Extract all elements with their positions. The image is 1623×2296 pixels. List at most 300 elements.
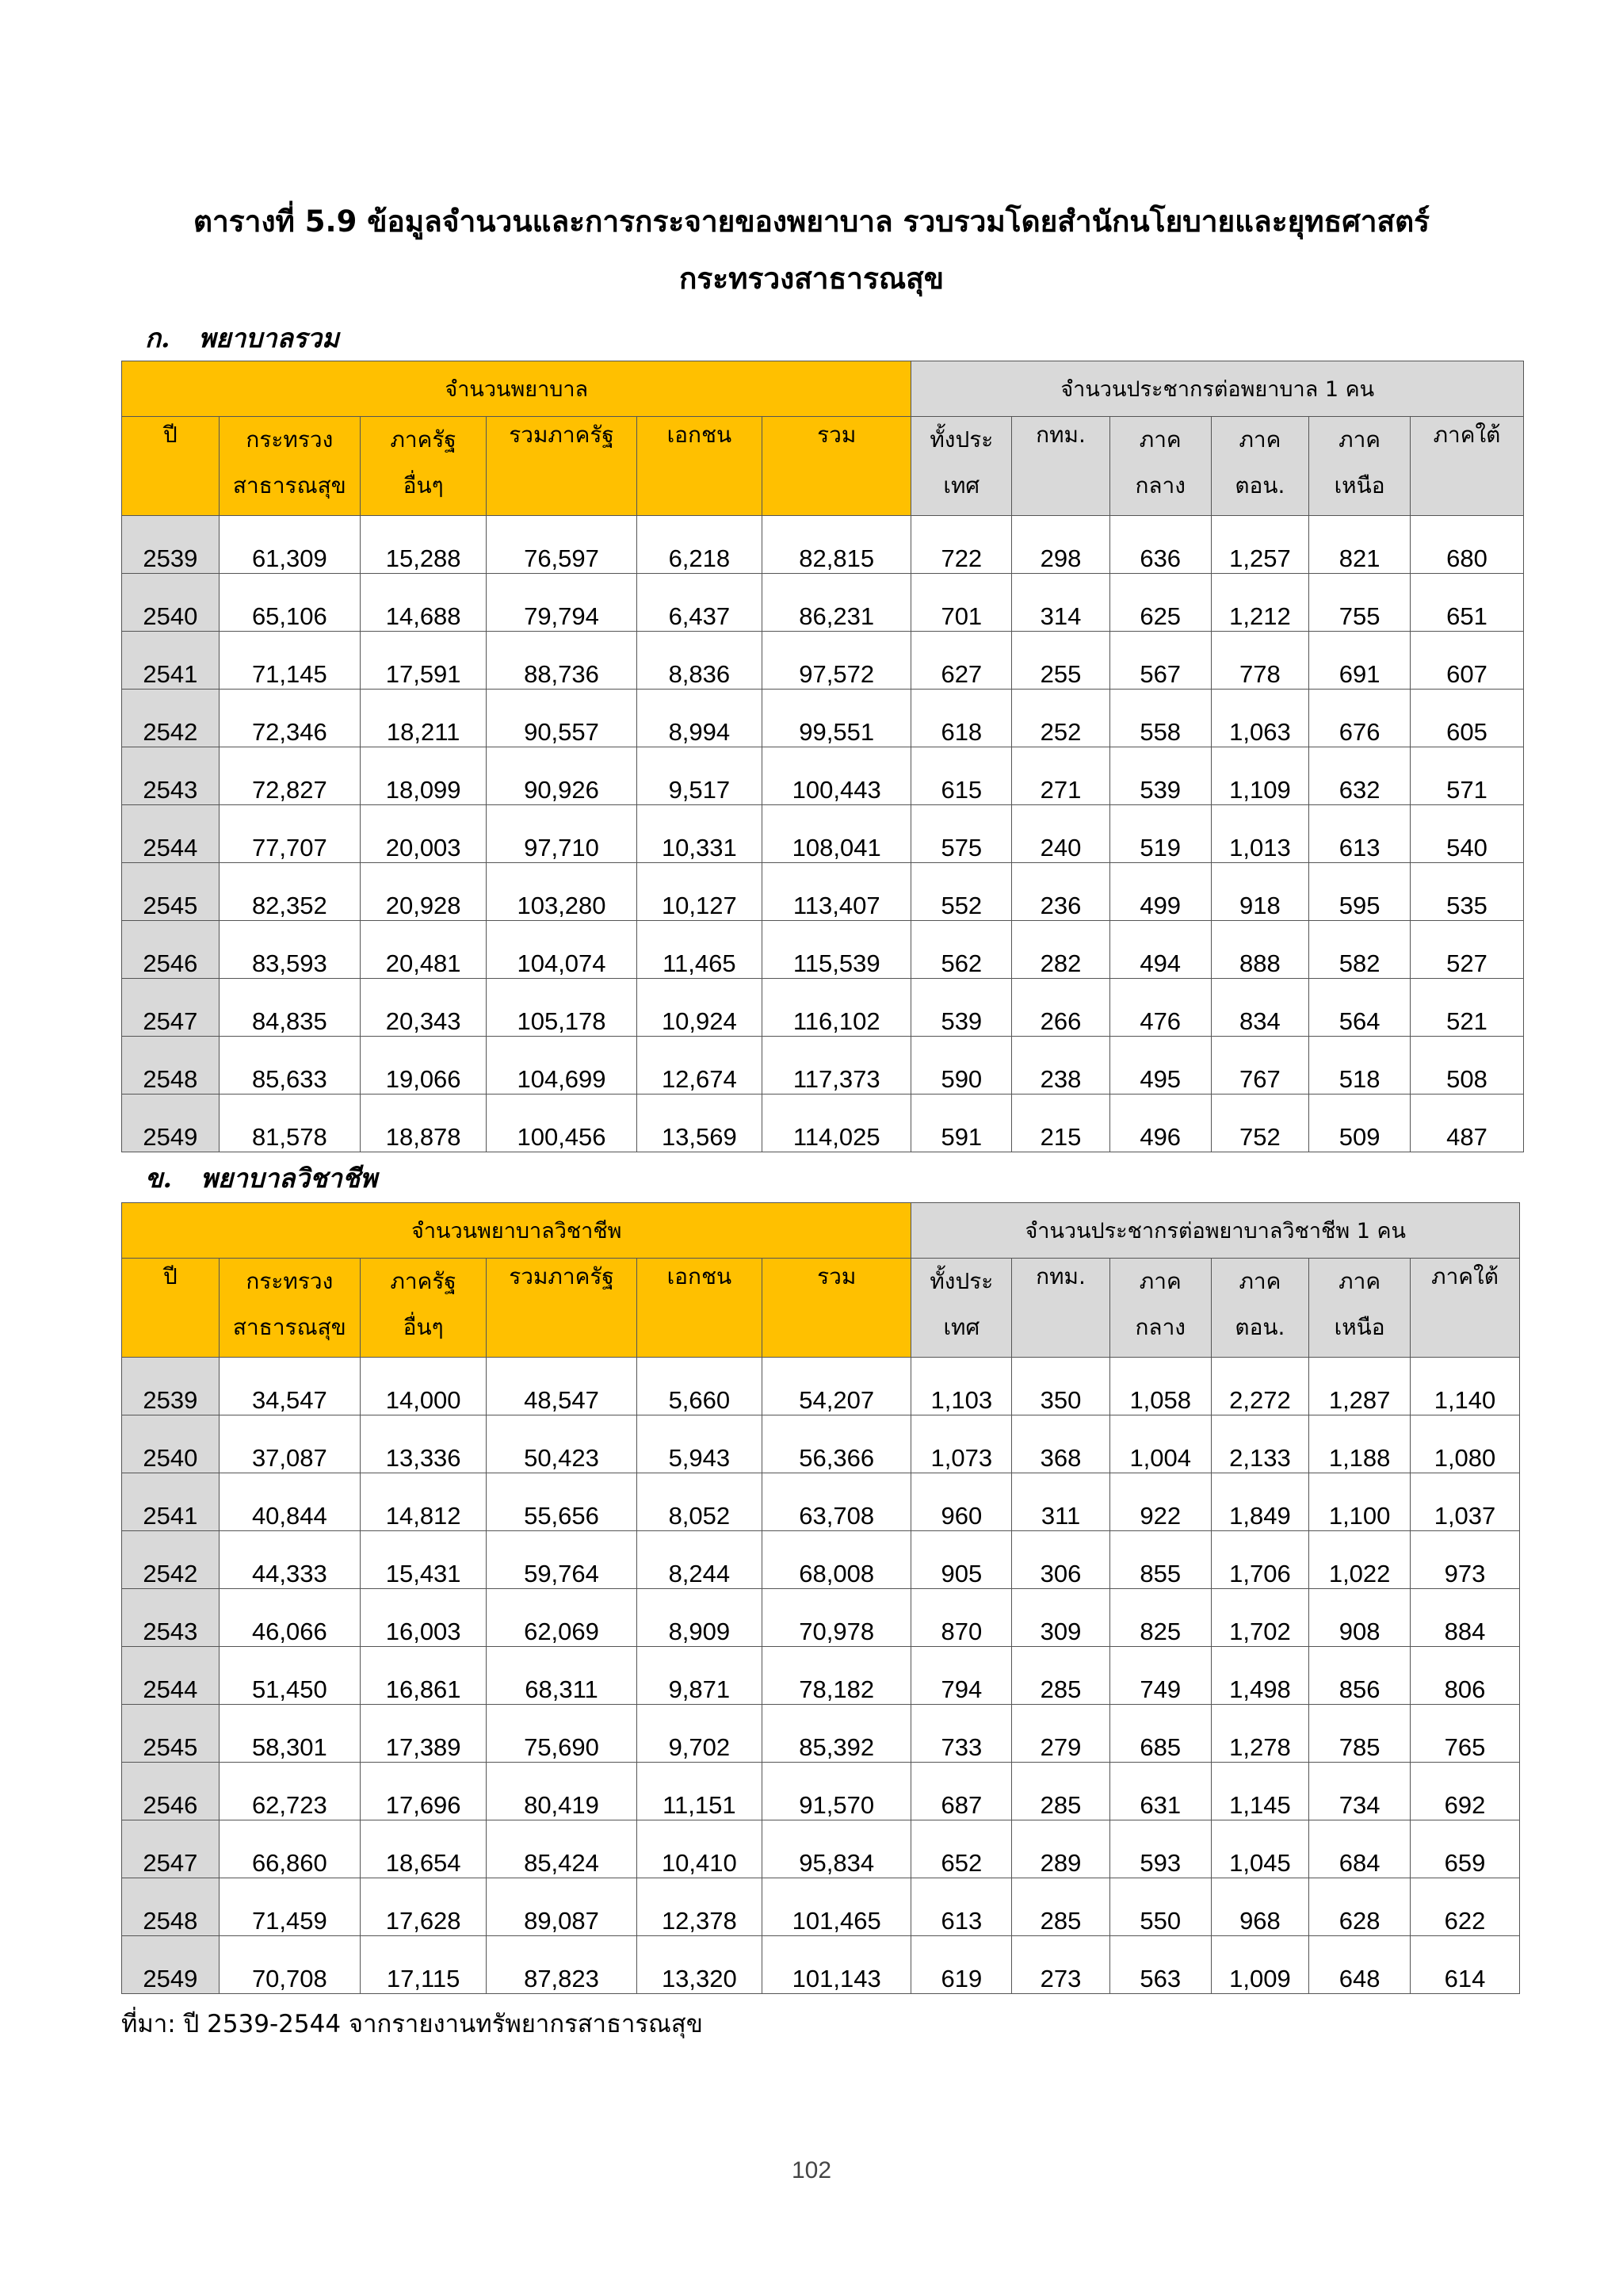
table-cell: 1,212 (1211, 574, 1309, 632)
table-title-line-1: ตารางที่ 5.9 ข้อมูลจำนวนและการกระจายของพยาบาล รวบรวมโดยสำนักนโยบายและยุทธศาสตร์ (193, 204, 1430, 239)
table-cell: 90,926 (487, 747, 637, 805)
table-cell: 625 (1109, 574, 1211, 632)
table-cell: 518 (1309, 1037, 1411, 1095)
col-header-total: รวม (762, 417, 911, 516)
table-cell: 113,407 (762, 863, 911, 921)
table-cell: 905 (911, 1531, 1012, 1589)
year-cell: 2544 (122, 1647, 220, 1705)
year-cell: 2548 (122, 1878, 220, 1936)
table-cell: 631 (1109, 1763, 1211, 1820)
table-cell: 1,037 (1410, 1473, 1519, 1531)
table-cell: 659 (1410, 1820, 1519, 1878)
year-cell: 2541 (122, 1473, 220, 1531)
table-cell: 509 (1309, 1095, 1411, 1152)
year-cell: 2539 (122, 1358, 220, 1415)
table-cell: 18,654 (361, 1820, 487, 1878)
col-header-northeast-line1: ภาค (1239, 426, 1281, 453)
table-cell: 271 (1012, 747, 1110, 805)
table-row (122, 921, 1524, 979)
table-cell: 298 (1012, 516, 1110, 574)
section-b-label: พยาบาลวิชาชีพ (200, 1163, 377, 1194)
table-cell: 521 (1410, 979, 1523, 1037)
year-cell: 2542 (122, 690, 220, 747)
col-header-country-line2: เทศ (943, 1314, 980, 1340)
page-number: 102 (791, 2157, 832, 2183)
col-header-other-line1: ภาครัฐ (390, 426, 456, 453)
table-cell: 89,087 (487, 1878, 637, 1936)
table-cell: 1,702 (1211, 1589, 1309, 1647)
table-row (122, 979, 1524, 1037)
table-cell: 8,244 (636, 1531, 762, 1589)
table-cell: 968 (1211, 1878, 1309, 1936)
table-cell: 733 (911, 1705, 1012, 1763)
table-cell: 2,272 (1211, 1358, 1309, 1415)
table-cell: 687 (911, 1763, 1012, 1820)
table-cell: 10,331 (636, 805, 762, 863)
table-cell: 755 (1309, 574, 1411, 632)
table-row (122, 1820, 1520, 1878)
table-cell: 8,994 (636, 690, 762, 747)
table-row (122, 1531, 1520, 1589)
table-cell: 591 (911, 1095, 1012, 1152)
col-header-central-line2: กลาง (1135, 472, 1186, 499)
table-cell: 636 (1109, 516, 1211, 574)
table-cell: 86,231 (762, 574, 911, 632)
col-header-northeast-line2: ตอน. (1235, 1314, 1285, 1340)
table-cell: 10,410 (636, 1820, 762, 1878)
table-cell: 494 (1109, 921, 1211, 979)
col-header-north-line2: เหนือ (1334, 472, 1385, 499)
table-cell: 14,000 (361, 1358, 487, 1415)
professional-nurses-table (121, 1202, 1520, 1994)
table-cell: 82,352 (219, 863, 360, 921)
col-header-country (911, 417, 1012, 516)
table-cell: 563 (1109, 1936, 1211, 1994)
table-row (122, 1415, 1520, 1473)
col-header-moph-line1: กระทรวง (246, 426, 334, 453)
table-cell: 63,708 (762, 1473, 911, 1531)
year-cell: 2547 (122, 979, 220, 1037)
col-header-moph-line2: สาธารณสุข (232, 472, 346, 499)
table-cell: 285 (1012, 1878, 1110, 1936)
table-cell: 68,008 (762, 1531, 911, 1589)
table-cell: 40,844 (219, 1473, 360, 1531)
table-cell: 97,572 (762, 632, 911, 690)
table-cell: 14,812 (361, 1473, 487, 1531)
table-cell: 85,424 (487, 1820, 637, 1878)
table-cell: 285 (1012, 1647, 1110, 1705)
table-cell: 100,456 (487, 1095, 637, 1152)
table-cell: 350 (1012, 1358, 1110, 1415)
table-cell: 285 (1012, 1763, 1110, 1820)
table-cell: 1,706 (1211, 1531, 1309, 1589)
table-cell: 51,450 (219, 1647, 360, 1705)
table-row (122, 1763, 1520, 1820)
table-cell: 66,860 (219, 1820, 360, 1878)
year-cell: 2549 (122, 1095, 220, 1152)
year-cell: 2546 (122, 921, 220, 979)
table-cell: 34,547 (219, 1358, 360, 1415)
col-header-other-line2: อื่นๆ (403, 1314, 444, 1340)
col-header-northeast-line1: ภาค (1239, 1268, 1281, 1294)
table-cell: 9,871 (636, 1647, 762, 1705)
table-cell: 273 (1012, 1936, 1110, 1994)
table-row (122, 805, 1524, 863)
col-header-country-line1: ทั้งประ (930, 1268, 994, 1294)
table-cell: 1,013 (1211, 805, 1309, 863)
table-cell: 105,178 (487, 979, 637, 1037)
col-header-bkk: กทม. (1012, 417, 1110, 516)
table-cell: 2,133 (1211, 1415, 1309, 1473)
table-cell: 613 (911, 1878, 1012, 1936)
table-cell: 1,045 (1211, 1820, 1309, 1878)
table-cell: 1,145 (1211, 1763, 1309, 1820)
year-cell: 2542 (122, 1531, 220, 1589)
table-cell: 1,498 (1211, 1647, 1309, 1705)
table-cell: 1,140 (1410, 1358, 1519, 1415)
col-header-year: ปี (122, 1259, 220, 1358)
group-header-nurse-count: จำนวนพยาบาล (122, 361, 911, 417)
table-cell: 1,022 (1309, 1531, 1411, 1589)
table-cell: 908 (1309, 1589, 1411, 1647)
table-cell: 614 (1410, 1936, 1519, 1994)
table-cell: 117,373 (762, 1037, 911, 1095)
table-cell: 15,431 (361, 1531, 487, 1589)
table-cell: 71,459 (219, 1878, 360, 1936)
table-cell: 590 (911, 1037, 1012, 1095)
col-header-private: เอกชน (636, 417, 762, 516)
table-row (122, 516, 1524, 574)
table-cell: 48,547 (487, 1358, 637, 1415)
table-cell: 100,443 (762, 747, 911, 805)
table-cell: 87,823 (487, 1936, 637, 1994)
table-cell: 54,207 (762, 1358, 911, 1415)
table-row (122, 1358, 1520, 1415)
table-cell: 834 (1211, 979, 1309, 1037)
group-header-population-per-professional-nurse: จำนวนประชากรต่อพยาบาลวิชาชีพ 1 คน (911, 1203, 1520, 1259)
table-cell: 1,278 (1211, 1705, 1309, 1763)
table-cell: 684 (1309, 1820, 1411, 1878)
table-cell: 1,080 (1410, 1415, 1519, 1473)
table-cell: 10,924 (636, 979, 762, 1037)
table-cell: 99,551 (762, 690, 911, 747)
table-cell: 14,688 (361, 574, 487, 632)
table-cell: 749 (1109, 1647, 1211, 1705)
table-cell: 46,066 (219, 1589, 360, 1647)
table-cell: 236 (1012, 863, 1110, 921)
year-cell: 2543 (122, 747, 220, 805)
table-cell: 794 (911, 1647, 1012, 1705)
col-header-north-line2: เหนือ (1334, 1314, 1385, 1340)
table-row (122, 1589, 1520, 1647)
table-cell: 8,052 (636, 1473, 762, 1531)
table-cell: 85,633 (219, 1037, 360, 1095)
table-cell: 62,069 (487, 1589, 637, 1647)
table-cell: 103,280 (487, 863, 637, 921)
year-cell: 2547 (122, 1820, 220, 1878)
table-row (122, 632, 1524, 690)
table-cell: 84,835 (219, 979, 360, 1037)
table-cell: 78,182 (762, 1647, 911, 1705)
table-cell: 627 (911, 632, 1012, 690)
table-cell: 61,309 (219, 516, 360, 574)
table-cell: 1,009 (1211, 1936, 1309, 1994)
table-cell: 10,127 (636, 863, 762, 921)
table-cell: 752 (1211, 1095, 1309, 1152)
table-cell: 266 (1012, 979, 1110, 1037)
table-cell: 79,794 (487, 574, 637, 632)
total-nurses-table (121, 361, 1524, 1152)
table-cell: 215 (1012, 1095, 1110, 1152)
table-cell: 16,861 (361, 1647, 487, 1705)
table-cell: 279 (1012, 1705, 1110, 1763)
table-cell: 539 (911, 979, 1012, 1037)
table-cell: 76,597 (487, 516, 637, 574)
table-cell: 12,674 (636, 1037, 762, 1095)
table-cell: 806 (1410, 1647, 1519, 1705)
table-cell: 1,287 (1309, 1358, 1411, 1415)
table-cell: 567 (1109, 632, 1211, 690)
table-cell: 13,569 (636, 1095, 762, 1152)
table-row (122, 1037, 1524, 1095)
table-cell: 571 (1410, 747, 1523, 805)
col-header-year: ปี (122, 417, 220, 516)
table-cell: 8,909 (636, 1589, 762, 1647)
table-title-line-2: กระทรวงสาธารณสุข (678, 262, 945, 296)
table-cell: 72,827 (219, 747, 360, 805)
col-header-northeast-line2: ตอน. (1235, 472, 1285, 499)
table-cell: 619 (911, 1936, 1012, 1994)
table-cell: 6,218 (636, 516, 762, 574)
table-cell: 632 (1309, 747, 1411, 805)
table-cell: 12,378 (636, 1878, 762, 1936)
table-cell: 17,115 (361, 1936, 487, 1994)
table-cell: 20,003 (361, 805, 487, 863)
table-cell: 240 (1012, 805, 1110, 863)
table-cell: 856 (1309, 1647, 1411, 1705)
table-cell: 1,103 (911, 1358, 1012, 1415)
table-cell: 5,943 (636, 1415, 762, 1473)
col-header-central-line1: ภาค (1139, 426, 1182, 453)
table-cell: 595 (1309, 863, 1411, 921)
table-cell: 8,836 (636, 632, 762, 690)
year-cell: 2549 (122, 1936, 220, 1994)
year-cell: 2539 (122, 516, 220, 574)
table-cell: 855 (1109, 1531, 1211, 1589)
table-cell: 1,109 (1211, 747, 1309, 805)
col-header-total: รวม (762, 1259, 911, 1358)
year-cell: 2540 (122, 1415, 220, 1473)
table-cell: 306 (1012, 1531, 1110, 1589)
table-cell: 1,100 (1309, 1473, 1411, 1531)
table-row (122, 574, 1524, 632)
source-note: ที่มา: ปี 2539-2544 จากรายงานทรัพยากรสาธารณสุข (121, 2010, 703, 2038)
col-header-central (1109, 1259, 1211, 1358)
total-nurses-table-body (122, 516, 1524, 1152)
table-cell: 83,593 (219, 921, 360, 979)
table-cell: 18,878 (361, 1095, 487, 1152)
col-header-south: ภาคใต้ (1410, 417, 1523, 516)
table-cell: 50,423 (487, 1415, 637, 1473)
year-cell: 2545 (122, 1705, 220, 1763)
table-cell: 582 (1309, 921, 1411, 979)
table-cell: 539 (1109, 747, 1211, 805)
table-cell: 622 (1410, 1878, 1519, 1936)
table-cell: 85,392 (762, 1705, 911, 1763)
table-cell: 70,708 (219, 1936, 360, 1994)
table-cell: 821 (1309, 516, 1411, 574)
table-row (122, 1878, 1520, 1936)
table-cell: 97,710 (487, 805, 637, 863)
col-header-moph (219, 1259, 360, 1358)
table-cell: 72,346 (219, 690, 360, 747)
table-cell: 1,188 (1309, 1415, 1411, 1473)
table-cell: 593 (1109, 1820, 1211, 1878)
col-header-central-line2: กลาง (1135, 1314, 1186, 1340)
table-cell: 888 (1211, 921, 1309, 979)
table-cell: 496 (1109, 1095, 1211, 1152)
table-cell: 16,003 (361, 1589, 487, 1647)
table-cell: 13,336 (361, 1415, 487, 1473)
col-header-moph-line1: กระทรวง (246, 1268, 334, 1294)
table-cell: 59,764 (487, 1531, 637, 1589)
table-cell: 973 (1410, 1531, 1519, 1589)
table-cell: 680 (1410, 516, 1523, 574)
table-cell: 552 (911, 863, 1012, 921)
table-cell: 20,343 (361, 979, 487, 1037)
table-cell: 652 (911, 1820, 1012, 1878)
table-cell: 20,481 (361, 921, 487, 979)
table-row (122, 690, 1524, 747)
col-header-north-line1: ภาค (1338, 1268, 1381, 1294)
col-header-north-line1: ภาค (1338, 426, 1381, 453)
year-cell: 2548 (122, 1037, 220, 1095)
section-a-label: พยาบาลรวม (198, 323, 339, 353)
table-cell: 692 (1410, 1763, 1519, 1820)
section-a-heading (145, 317, 339, 359)
col-header-central-line1: ภาค (1139, 1268, 1182, 1294)
table-cell: 44,333 (219, 1531, 360, 1589)
col-header-other-gov (361, 417, 487, 516)
table-cell: 1,063 (1211, 690, 1309, 747)
table-cell: 918 (1211, 863, 1309, 921)
table-cell: 676 (1309, 690, 1411, 747)
table-row (122, 1936, 1520, 1994)
col-header-other-line1: ภาครัฐ (390, 1268, 456, 1294)
table-cell: 825 (1109, 1589, 1211, 1647)
table-cell: 884 (1410, 1589, 1519, 1647)
table-cell: 90,557 (487, 690, 637, 747)
table-cell: 81,578 (219, 1095, 360, 1152)
table-cell: 1,073 (911, 1415, 1012, 1473)
col-header-bkk: กทม. (1012, 1259, 1110, 1358)
table-cell: 550 (1109, 1878, 1211, 1936)
table-cell: 58,301 (219, 1705, 360, 1763)
group-header-professional-nurse-count: จำนวนพยาบาลวิชาชีพ (122, 1203, 911, 1259)
table-cell: 75,690 (487, 1705, 637, 1763)
table-cell: 71,145 (219, 632, 360, 690)
col-header-private: เอกชน (636, 1259, 762, 1358)
table-cell: 18,099 (361, 747, 487, 805)
table-cell: 778 (1211, 632, 1309, 690)
year-cell: 2540 (122, 574, 220, 632)
table-cell: 701 (911, 574, 1012, 632)
year-cell: 2545 (122, 863, 220, 921)
col-header-north (1309, 417, 1411, 516)
table-cell: 19,066 (361, 1037, 487, 1095)
table-cell: 116,102 (762, 979, 911, 1037)
table-cell: 519 (1109, 805, 1211, 863)
table-cell: 11,465 (636, 921, 762, 979)
table-cell: 685 (1109, 1705, 1211, 1763)
table-cell: 104,699 (487, 1037, 637, 1095)
table-cell: 77,707 (219, 805, 360, 863)
table-cell: 651 (1410, 574, 1523, 632)
table-cell: 18,211 (361, 690, 487, 747)
table-cell: 9,517 (636, 747, 762, 805)
table-cell: 605 (1410, 690, 1523, 747)
col-header-central (1109, 417, 1211, 516)
table-cell: 104,074 (487, 921, 637, 979)
table-cell: 65,106 (219, 574, 360, 632)
table-cell: 1,004 (1109, 1415, 1211, 1473)
table-cell: 115,539 (762, 921, 911, 979)
table-cell: 82,815 (762, 516, 911, 574)
year-cell: 2546 (122, 1763, 220, 1820)
table-cell: 960 (911, 1473, 1012, 1531)
col-header-gov-total: รวมภาครัฐ (487, 417, 637, 516)
table-cell: 311 (1012, 1473, 1110, 1531)
table-cell: 37,087 (219, 1415, 360, 1473)
col-header-moph-line2: สาธารณสุข (232, 1314, 346, 1340)
col-header-moph (219, 417, 360, 516)
table-cell: 309 (1012, 1589, 1110, 1647)
table-cell: 922 (1109, 1473, 1211, 1531)
table-cell: 615 (911, 747, 1012, 805)
table-cell: 108,041 (762, 805, 911, 863)
table-cell: 255 (1012, 632, 1110, 690)
table-cell: 101,465 (762, 1878, 911, 1936)
table-cell: 540 (1410, 805, 1523, 863)
table-cell: 1,849 (1211, 1473, 1309, 1531)
table-cell: 495 (1109, 1037, 1211, 1095)
col-header-other-gov (361, 1259, 487, 1358)
section-a-marker: ก. (145, 323, 170, 353)
table-cell: 607 (1410, 632, 1523, 690)
col-header-northeast (1211, 1259, 1309, 1358)
col-header-north (1309, 1259, 1411, 1358)
table-cell: 562 (911, 921, 1012, 979)
table-cell: 767 (1211, 1037, 1309, 1095)
table-cell: 91,570 (762, 1763, 911, 1820)
table-row (122, 1705, 1520, 1763)
table-cell: 17,628 (361, 1878, 487, 1936)
table-cell: 1,257 (1211, 516, 1309, 574)
table-cell: 56,366 (762, 1415, 911, 1473)
table-cell: 5,660 (636, 1358, 762, 1415)
year-cell: 2544 (122, 805, 220, 863)
year-cell: 2541 (122, 632, 220, 690)
table-cell: 17,591 (361, 632, 487, 690)
table-cell: 487 (1410, 1095, 1523, 1152)
table-cell: 238 (1012, 1037, 1110, 1095)
table-cell: 62,723 (219, 1763, 360, 1820)
table-cell: 55,656 (487, 1473, 637, 1531)
col-header-other-line2: อื่นๆ (403, 472, 444, 499)
col-header-south: ภาคใต้ (1410, 1259, 1519, 1358)
col-header-country-line2: เทศ (943, 472, 980, 499)
table-cell: 88,736 (487, 632, 637, 690)
